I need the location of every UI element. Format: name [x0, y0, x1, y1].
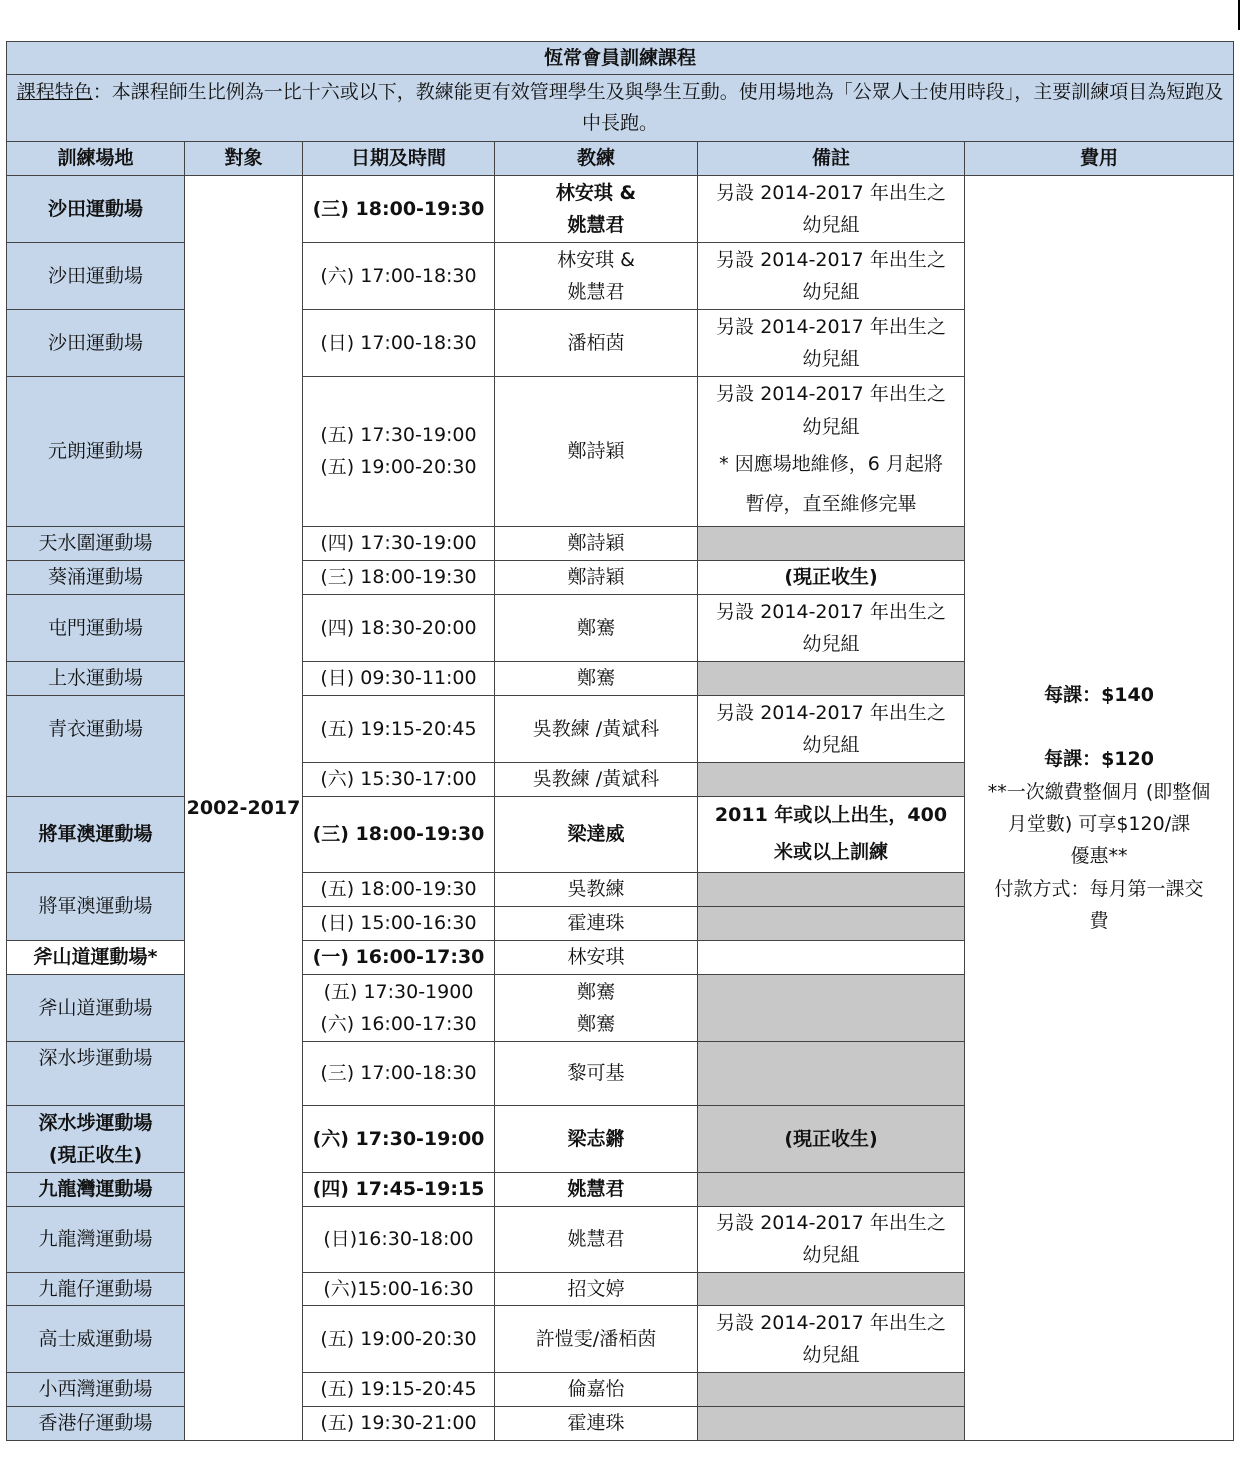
coach-line: 姚慧君: [567, 213, 625, 236]
venue-cell: 九龍灣運動場: [7, 1172, 185, 1206]
time-cell: (五) 19:15-20:45: [303, 1373, 495, 1407]
remark-cell: [698, 594, 965, 661]
remark-cell: [698, 309, 965, 376]
venue-cell: 沙田運動場: [7, 309, 185, 376]
time-cell: [303, 974, 495, 1041]
remark-cell: [698, 1172, 965, 1206]
coach-cell: 黎可基: [495, 1041, 698, 1105]
coach-cell: 招文婷: [495, 1272, 698, 1305]
remark-cell: (現正收生): [698, 560, 965, 594]
fee-line: 每課：$120: [1044, 748, 1154, 771]
remark-cell: [698, 1306, 965, 1373]
fee-line: 付款方式：每月第一課交: [994, 877, 1204, 900]
remark-cell: [698, 695, 965, 762]
remark-cell: [698, 1407, 965, 1441]
time-cell: (三) 18:00-19:30: [303, 175, 495, 242]
coach-cell: 林安琪: [495, 940, 698, 974]
fee-line: 費: [1089, 909, 1109, 932]
time-cell: (六) 15:30-17:00: [303, 762, 495, 796]
coach-cell: [495, 242, 698, 309]
table-title: 恆常會員訓練課程: [7, 42, 1234, 75]
coach-cell: 吳教練: [495, 872, 698, 906]
remark-line: 另設 2014-2017 年出生之: [716, 248, 946, 271]
remark-line: 另設 2014-2017 年出生之: [716, 1311, 946, 1334]
header-datetime: 日期及時間: [303, 141, 495, 175]
coach-cell: 姚慧君: [495, 1206, 698, 1272]
remark-line: 幼兒組: [802, 213, 860, 236]
remark-cell: [698, 762, 965, 796]
coach-cell: 倫嘉怡: [495, 1373, 698, 1407]
venue-cell: 青衣運動場: [7, 695, 185, 796]
venue-line: (現正收生): [48, 1143, 143, 1166]
coach-cell: 鄭騫: [495, 661, 698, 695]
coach-cell: 鄭騫: [495, 594, 698, 661]
remark-line: 另設 2014-2017 年出生之: [716, 315, 946, 338]
coach-cell: 吳教練 /黃斌科: [495, 695, 698, 762]
venue-cell: 斧山道運動場*: [7, 940, 185, 974]
time-cell: (日) 15:00-16:30: [303, 906, 495, 940]
venue-cell: 屯門運動場: [7, 594, 185, 661]
coach-line: 姚慧君: [567, 280, 625, 303]
venue-cell: 深水埗運動場: [7, 1041, 185, 1105]
time-cell: (日)16:30-18:00: [303, 1206, 495, 1272]
coach-cell: 許愷雯/潘栢茵: [495, 1306, 698, 1373]
remark-cell: [698, 1206, 965, 1272]
time-line: (五) 19:00-20:30: [320, 456, 477, 479]
time-cell: (四) 18:30-20:00: [303, 594, 495, 661]
coach-cell: [495, 974, 698, 1041]
course-feature: [7, 75, 1234, 142]
schedule-table: [6, 41, 1234, 1441]
remark-cell: [698, 242, 965, 309]
venue-cell: 九龍灣運動場: [7, 1206, 185, 1272]
time-cell: (五) 19:15-20:45: [303, 695, 495, 762]
feature-label: 課程特色: [16, 81, 93, 104]
coach-line: 鄭騫: [576, 980, 615, 1003]
coach-cell: 潘栢茵: [495, 309, 698, 376]
remark-line: 另設 2014-2017 年出生之: [716, 701, 946, 724]
remark-cell: [698, 906, 965, 940]
venue-cell: 沙田運動場: [7, 175, 185, 242]
time-cell: (六) 17:30-19:00: [303, 1105, 495, 1172]
coach-cell: 鄭詩穎: [495, 526, 698, 560]
coach-cell: 梁志鏘: [495, 1105, 698, 1172]
remark-cell: [698, 661, 965, 695]
time-line: (五) 17:30-1900: [323, 980, 474, 1003]
header-venue: 訓練場地: [7, 141, 185, 175]
coach-line: 林安琪 &: [555, 181, 637, 204]
remark-line: 另設 2014-2017 年出生之: [716, 181, 946, 204]
fee-line: **一次繳費整個月 (即整個: [987, 780, 1211, 803]
coach-cell: 姚慧君: [495, 1172, 698, 1206]
time-cell: (三) 18:00-19:30: [303, 796, 495, 872]
time-cell: (六)15:00-16:30: [303, 1272, 495, 1305]
remark-line: 幼兒組: [802, 632, 860, 655]
time-line: (六) 16:00-17:30: [320, 1012, 477, 1035]
remark-line: 幼兒組: [802, 416, 860, 439]
time-cell: (三) 18:00-19:30: [303, 560, 495, 594]
remark-cell: [698, 376, 965, 526]
remark-cell: (現正收生): [698, 1105, 965, 1172]
remark-cell: [698, 1272, 965, 1305]
time-cell: (三) 17:00-18:30: [303, 1041, 495, 1105]
venue-cell: 將軍澳運動場: [7, 796, 185, 872]
fee-spacer: [965, 711, 1233, 743]
header-row: [7, 141, 1234, 175]
header-fee: 費用: [965, 141, 1234, 175]
venue-cell: 高士威運動場: [7, 1306, 185, 1373]
header-remarks: 備註: [698, 141, 965, 175]
remark-line: 另設 2014-2017 年出生之: [716, 600, 946, 623]
header-coach: 教練: [495, 141, 698, 175]
venue-cell: [7, 1105, 185, 1172]
coach-cell: 梁達威: [495, 796, 698, 872]
venue-cell: 香港仔運動場: [7, 1407, 185, 1441]
remark-line: 幼兒組: [802, 280, 860, 303]
remark-line: 暫停，直至維修完畢: [745, 492, 917, 515]
remark-cell: [698, 872, 965, 906]
feature-text: ：本課程師生比例為一比十六或以下，教練能更有效管理學生及與學生互動。使用場地為「公眾人士使用時段」，主要訓練項目為短跑及中長跑。: [92, 81, 1224, 135]
coach-cell: [495, 175, 698, 242]
remark-line: 另設 2014-2017 年出生之: [716, 1212, 946, 1235]
remark-cell: [698, 974, 965, 1041]
time-cell: (五) 19:30-21:00: [303, 1407, 495, 1441]
time-cell: (日) 17:00-18:30: [303, 309, 495, 376]
coach-cell: 鄭詩穎: [495, 560, 698, 594]
time-cell: (四) 17:30-19:00: [303, 526, 495, 560]
venue-cell: 九龍仔運動場: [7, 1272, 185, 1305]
remark-line: 2011 年或以上出生，400: [714, 804, 948, 827]
time-cell: (四) 17:45-19:15: [303, 1172, 495, 1206]
remark-line: 幼兒組: [802, 1244, 860, 1267]
time-cell: [303, 376, 495, 526]
fee-line: 月堂數) 可享$120/課: [1007, 812, 1191, 835]
venue-cell: 葵涌運動場: [7, 560, 185, 594]
remark-line: 幼兒組: [802, 347, 860, 370]
venue-cell: 沙田運動場: [7, 242, 185, 309]
fee-line: 優惠**: [1070, 845, 1128, 868]
time-cell: (一) 16:00-17:30: [303, 940, 495, 974]
remark-cell: [698, 1041, 965, 1105]
coach-cell: 霍連珠: [495, 1407, 698, 1441]
venue-cell: 斧山道運動場: [7, 974, 185, 1041]
coach-line: 林安琪 &: [557, 248, 635, 271]
venue-cell: 上水運動場: [7, 661, 185, 695]
remark-cell: [698, 175, 965, 242]
venue-line: 深水埗運動場: [38, 1111, 153, 1134]
table-row: [7, 175, 1234, 242]
time-cell: (日) 09:30-11:00: [303, 661, 495, 695]
time-cell: (五) 19:00-20:30: [303, 1306, 495, 1373]
remark-line: 幼兒組: [802, 1344, 860, 1367]
remark-line: * 因應場地維修，6 月起將: [719, 452, 943, 475]
venue-cell: 小西灣運動場: [7, 1373, 185, 1407]
remark-line: 幼兒組: [802, 733, 860, 756]
coach-line: 鄭騫: [576, 1012, 615, 1035]
coach-cell: 鄭詩穎: [495, 376, 698, 526]
fee-cell: [965, 175, 1234, 1440]
venue-cell: 天水圍運動場: [7, 526, 185, 560]
coach-cell: 吳教練 /黃斌科: [495, 762, 698, 796]
time-cell: (五) 18:00-19:30: [303, 872, 495, 906]
fee-line: 每課：$140: [1044, 683, 1154, 706]
time-line: (五) 17:30-19:00: [320, 424, 477, 447]
time-cell: (六) 17:00-18:30: [303, 242, 495, 309]
remark-line: 米或以上訓練: [773, 841, 888, 864]
venue-cell: 將軍澳運動場: [7, 872, 185, 940]
header-target: 對象: [185, 141, 303, 175]
remark-cell: [698, 526, 965, 560]
remark-cell: [698, 796, 965, 872]
target-cell: 2002-2017: [185, 175, 303, 1440]
remark-cell: [698, 940, 965, 974]
coach-cell: 霍連珠: [495, 906, 698, 940]
venue-cell: 元朗運動場: [7, 376, 185, 526]
remark-cell: [698, 1373, 965, 1407]
remark-line: 另設 2014-2017 年出生之: [716, 383, 946, 406]
